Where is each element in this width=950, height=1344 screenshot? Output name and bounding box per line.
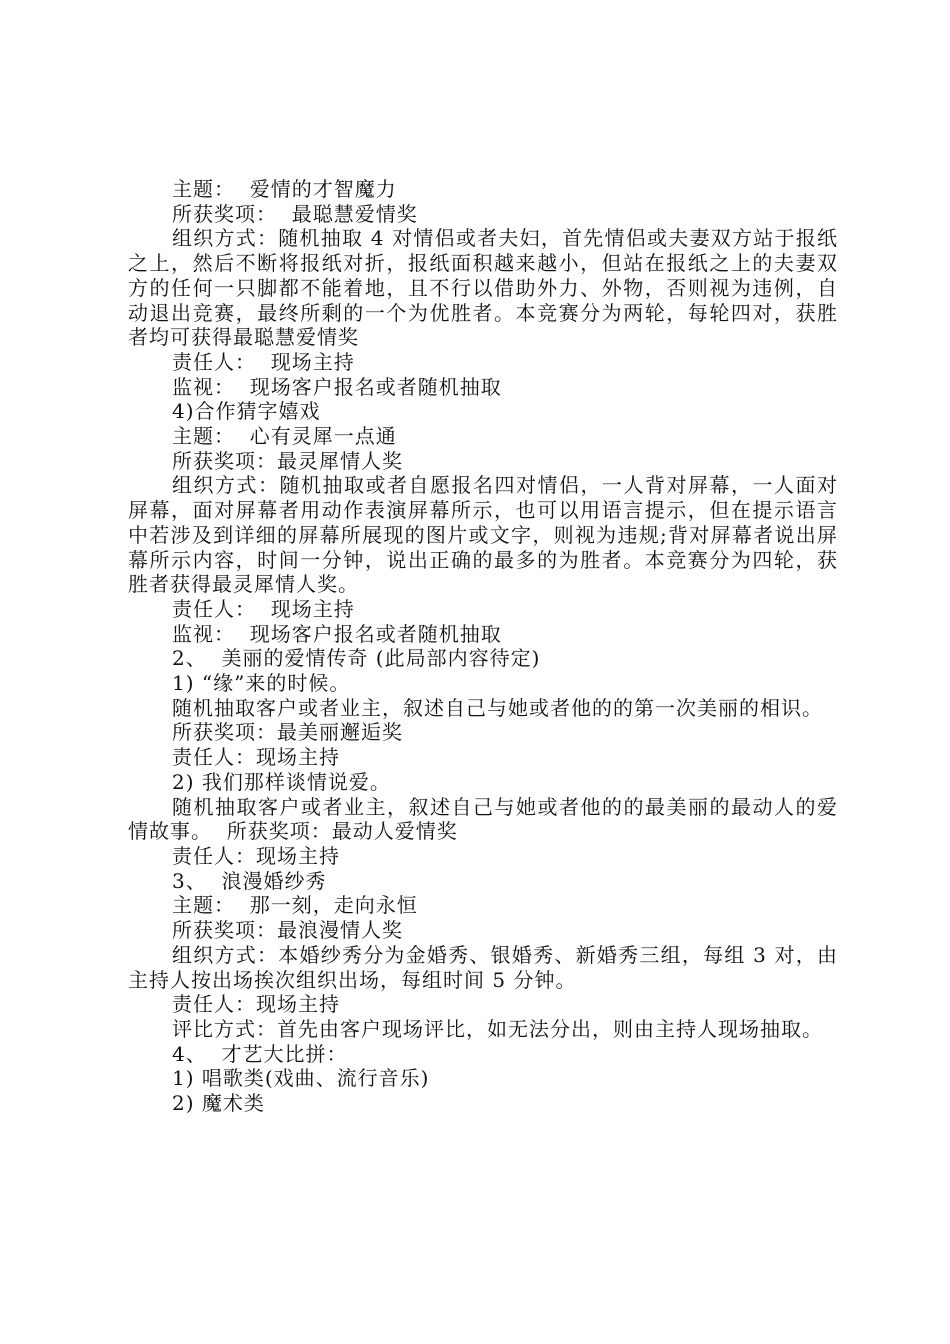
evaluation-paragraph: 评比方式：首先由客户现场评比，如无法分出，则由主持人现场抽取。 xyxy=(172,1016,823,1041)
section-heading: 4、 才艺大比拼： xyxy=(172,1041,348,1066)
organization-paragraph: 组织方式：随机抽取或者自愿报名四对情侣，一人背对屏幕，一人面对屏幕，面对屏幕者用动作表演屏幕所示，也可以用语言提示，但在提示语言中若涉及到详细的屏幕所展现的图片或文字，则视为违规;背对屏幕者说出屏幕所示内容，时间一分钟，说出正确的最多的为胜者。本竞赛分为四轮，获胜者获得最灵犀情人奖。 xyxy=(128,473,838,597)
responsible-line: 责任人：现场主持 xyxy=(172,992,340,1017)
section-heading: 3、 浪漫婚纱秀 xyxy=(172,868,327,893)
responsible-line: 责任人： 现场主持 xyxy=(172,596,355,621)
list-item: 2) 魔术类 xyxy=(172,1091,265,1116)
section-heading: 4)合作猜字嬉戏 xyxy=(172,399,321,424)
organization-paragraph: 组织方式：随机抽取 4 对情侣或者夫妇，首先情侣或夫妻双方站于报纸之上，然后不断将报纸对折，报纸面积越来越小，但站在报纸之上的夫妻双方的任何一只脚都不能着地，且不行以借助外力、外物，否则视为违例，自动退出竞赛，最终所剩的一个为优胜者。本竞赛分为两轮，每轮四对，获胜者均可获得最聪慧爱情奖 xyxy=(128,226,838,350)
list-item: 1) 唱歌类(戏曲、流行音乐) xyxy=(172,1066,430,1091)
subsection-heading: 1) “缘”来的时候。 xyxy=(172,671,351,696)
award-line: 所获奖项：最美丽邂逅奖 xyxy=(172,720,403,745)
supervision-line: 监视： 现场客户报名或者随机抽取 xyxy=(172,374,502,399)
award-line: 所获奖项： 最聪慧爱情奖 xyxy=(172,201,418,226)
award-line: 所获奖项：最灵犀情人奖 xyxy=(172,448,403,473)
theme-line: 主题： 心有灵犀一点通 xyxy=(172,424,397,449)
body-paragraph: 随机抽取客户或者业主，叙述自己与她或者他的的第一次美丽的相识。 xyxy=(172,695,823,720)
supervision-line: 监视： 现场客户报名或者随机抽取 xyxy=(172,621,502,646)
theme-line: 主题： 那一刻，走向永恒 xyxy=(172,893,418,918)
subsection-heading: 2) 我们那样谈情说爱。 xyxy=(172,769,391,794)
document-body xyxy=(128,177,838,1116)
body-paragraph: 随机抽取客户或者业主，叙述自己与她或者他的的最美丽的最动人的爱情故事。 所获奖项：最动人爱情奖 xyxy=(128,794,838,844)
responsible-line: 责任人：现场主持 xyxy=(172,745,340,770)
organization-paragraph: 组织方式：本婚纱秀分为金婚秀、银婚秀、新婚秀三组，每组 3 对，由主持人按出场挨次组织出场，每组时间 5 分钟。 xyxy=(128,942,838,992)
responsible-line: 责任人： 现场主持 xyxy=(172,349,355,374)
award-line: 所获奖项：最浪漫情人奖 xyxy=(172,918,403,943)
section-heading: 2、 美丽的爱情传奇 (此局部内容待定) xyxy=(172,646,541,671)
theme-line: 主题： 爱情的才智魔力 xyxy=(172,177,397,201)
responsible-line: 责任人：现场主持 xyxy=(172,843,340,868)
